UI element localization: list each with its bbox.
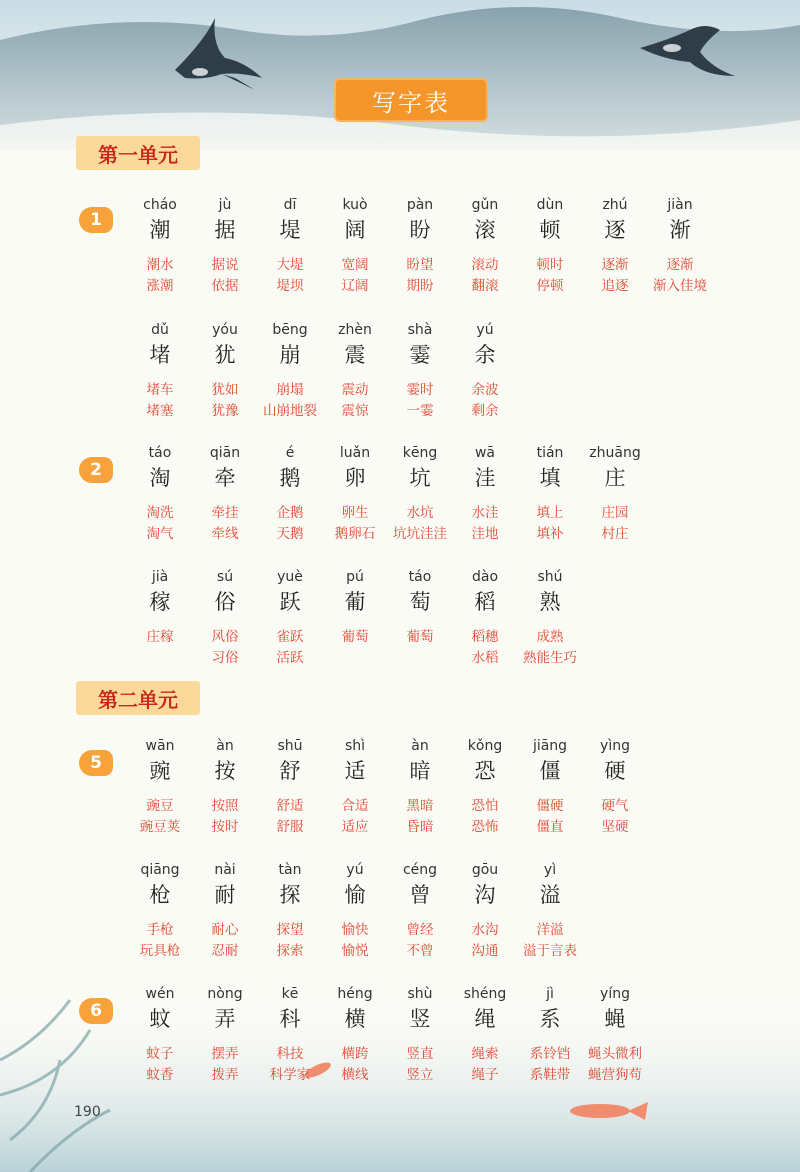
character-cell (124, 984, 196, 1034)
hanzi: 僵 (539, 759, 561, 783)
hanzi: 庄 (604, 466, 626, 490)
pinyin: yìng (600, 738, 630, 754)
hanzi: 滚 (474, 218, 496, 242)
character-cell (124, 320, 196, 370)
word-row (0, 920, 800, 964)
hanzi: 霎 (409, 343, 431, 367)
example-word: 探索 (276, 943, 304, 959)
example-word: 堤坝 (276, 278, 304, 294)
example-word: 堵塞 (146, 403, 174, 419)
example-word: 豌豆 (146, 798, 174, 814)
example-word: 鹅卵石 (334, 526, 376, 542)
character-cell (449, 736, 521, 786)
word-cell (504, 920, 596, 962)
hanzi: 恐 (474, 759, 496, 783)
pinyin: gōu (471, 862, 499, 878)
example-word: 填补 (536, 526, 564, 542)
hanzi: 沟 (474, 883, 496, 907)
character-cell (514, 860, 586, 910)
character-cell (124, 567, 196, 617)
example-word: 葡萄 (341, 629, 369, 645)
hanzi: 曾 (409, 883, 431, 907)
hanzi: 阔 (344, 218, 366, 242)
hanzi: 堤 (279, 218, 301, 242)
character-cell (254, 567, 326, 617)
hanzi: 余 (474, 343, 496, 367)
hanzi: 按 (214, 759, 236, 783)
example-word: 风俗 (211, 629, 239, 645)
hanzi: 枪 (149, 883, 171, 907)
character-cell (384, 567, 456, 617)
pinyin: tián (536, 445, 564, 461)
example-word: 昏暗 (406, 819, 434, 835)
example-word: 玩具枪 (139, 943, 181, 959)
example-word: 潮水 (146, 257, 174, 273)
example-word: 蚊子 (146, 1046, 174, 1062)
example-word: 拨弄 (211, 1067, 239, 1083)
word-row (0, 380, 800, 424)
hanzi: 犹 (214, 343, 236, 367)
character-cell (254, 320, 326, 370)
character-cell (514, 195, 586, 245)
word-row (0, 255, 800, 299)
character-cell (124, 860, 196, 910)
example-word: 适应 (341, 819, 369, 835)
example-word: 成熟 (536, 629, 564, 645)
pinyin: shū (277, 738, 303, 754)
lesson-badge-6: 6 (79, 998, 113, 1024)
pinyin: dùn (536, 197, 564, 213)
pinyin: yú (476, 322, 494, 338)
character-cell (189, 195, 261, 245)
pinyin: zhú (602, 197, 628, 213)
pinyin: nài (214, 862, 236, 878)
character-cell (449, 195, 521, 245)
character-cell (189, 860, 261, 910)
pinyin: shì (344, 738, 366, 754)
pinyin: yì (543, 862, 557, 878)
example-word: 科学家 (269, 1067, 311, 1083)
example-word: 大堤 (276, 257, 304, 273)
example-word: 蝇营狗苟 (588, 1067, 642, 1083)
hanzi: 葡 (344, 590, 366, 614)
character-cell (514, 984, 586, 1034)
word-cell (569, 503, 661, 545)
example-word: 追逐 (601, 278, 629, 294)
character-cell (124, 736, 196, 786)
example-word: 天鹅 (276, 526, 304, 542)
hanzi: 逐 (604, 218, 626, 242)
word-cell (439, 380, 531, 422)
character-cell (449, 567, 521, 617)
example-word: 淘气 (146, 526, 174, 542)
pinyin: pú (346, 569, 364, 585)
pinyin: shà (407, 322, 433, 338)
pinyin: dǔ (151, 322, 169, 338)
character-cell (319, 984, 391, 1034)
unit-tag-2: 第二单元 (76, 681, 200, 715)
pinyin: kēng (402, 445, 438, 461)
hanzi: 蚊 (149, 1007, 171, 1031)
hanzi: 科 (279, 1007, 301, 1031)
word-cell (569, 796, 661, 838)
example-word: 绳子 (471, 1067, 499, 1083)
example-word: 豌豆荚 (139, 819, 181, 835)
example-word: 犹如 (211, 382, 239, 398)
example-word: 绳索 (471, 1046, 499, 1062)
example-word: 水沟 (471, 922, 499, 938)
hanzi: 萄 (409, 590, 431, 614)
character-cell (449, 860, 521, 910)
character-row (0, 736, 800, 788)
hanzi: 探 (279, 883, 301, 907)
hanzi: 震 (344, 343, 366, 367)
example-word: 停顿 (536, 278, 564, 294)
character-cell (384, 320, 456, 370)
pinyin: yú (346, 862, 364, 878)
pinyin: céng (402, 862, 438, 878)
pinyin: gǔn (471, 197, 499, 213)
example-word: 洼地 (471, 526, 499, 542)
example-word: 一霎 (406, 403, 434, 419)
example-word: 竖立 (406, 1067, 434, 1083)
character-cell (189, 736, 261, 786)
pinyin: wā (474, 445, 496, 461)
hanzi: 坑 (409, 466, 431, 490)
example-word: 按照 (211, 798, 239, 814)
example-word: 淘洗 (146, 505, 174, 521)
character-row (0, 984, 800, 1036)
character-cell (254, 195, 326, 245)
hanzi: 堵 (149, 343, 171, 367)
character-cell (514, 443, 586, 493)
example-word: 崩塌 (276, 382, 304, 398)
character-cell (319, 860, 391, 910)
example-word: 填上 (536, 505, 564, 521)
example-word: 坚硬 (601, 819, 629, 835)
pinyin: kǒng (467, 738, 503, 754)
example-word: 牵线 (211, 526, 239, 542)
pinyin: wén (145, 986, 175, 1002)
character-cell (384, 195, 456, 245)
example-word: 横线 (341, 1067, 369, 1083)
example-word: 庄稼 (146, 629, 174, 645)
character-cell (644, 195, 716, 245)
character-cell (189, 443, 261, 493)
character-row (0, 320, 800, 372)
example-word: 村庄 (601, 526, 629, 542)
character-cell (579, 195, 651, 245)
example-word: 摆弄 (211, 1046, 239, 1062)
character-cell (189, 320, 261, 370)
example-word: 堵车 (146, 382, 174, 398)
pinyin: jiāng (532, 738, 568, 754)
character-cell (319, 320, 391, 370)
hanzi: 绳 (474, 1007, 496, 1031)
page-number: 190 (74, 1104, 101, 1120)
example-word: 逐渐 (601, 257, 629, 273)
example-word: 不曾 (406, 943, 434, 959)
example-word: 稻穗 (471, 629, 499, 645)
example-word: 顿时 (536, 257, 564, 273)
example-word: 翻滚 (471, 278, 499, 294)
pinyin: tàn (278, 862, 302, 878)
character-cell (319, 195, 391, 245)
character-cell (384, 984, 456, 1034)
example-word: 滚动 (471, 257, 499, 273)
character-cell (514, 567, 586, 617)
hanzi: 俗 (214, 590, 236, 614)
character-cell (319, 736, 391, 786)
example-word: 竖直 (406, 1046, 434, 1062)
pinyin: shú (537, 569, 563, 585)
example-word: 恐怕 (471, 798, 499, 814)
pinyin: zhuāng (589, 445, 641, 461)
pinyin: dī (283, 197, 297, 213)
example-word: 科技 (276, 1046, 304, 1062)
hanzi: 潮 (149, 218, 171, 242)
character-cell (449, 984, 521, 1034)
example-word: 僵硬 (536, 798, 564, 814)
pinyin: yíng (600, 986, 630, 1002)
example-word: 余波 (471, 382, 499, 398)
pinyin: shù (407, 986, 433, 1002)
example-word: 坑坑洼洼 (393, 526, 447, 542)
example-word: 愉快 (341, 922, 369, 938)
example-word: 习俗 (211, 650, 239, 666)
character-cell (254, 736, 326, 786)
character-cell (514, 736, 586, 786)
example-word: 耐心 (211, 922, 239, 938)
pinyin: jù (218, 197, 232, 213)
character-cell (449, 443, 521, 493)
example-word: 雀跃 (276, 629, 304, 645)
character-row (0, 195, 800, 247)
pinyin: wān (145, 738, 175, 754)
example-word: 僵直 (536, 819, 564, 835)
example-word: 剩余 (471, 403, 499, 419)
example-word: 蚊香 (146, 1067, 174, 1083)
example-word: 系铃铛 (529, 1046, 571, 1062)
example-word: 溢于言表 (523, 943, 577, 959)
example-word: 沟通 (471, 943, 499, 959)
character-cell (384, 860, 456, 910)
example-word: 活跃 (276, 650, 304, 666)
example-word: 涨潮 (146, 278, 174, 294)
hanzi: 卵 (344, 466, 366, 490)
character-row (0, 443, 800, 495)
example-word: 葡萄 (406, 629, 434, 645)
example-word: 水坑 (406, 505, 434, 521)
word-row (0, 503, 800, 547)
example-word: 合适 (341, 798, 369, 814)
hanzi: 稼 (149, 590, 171, 614)
example-word: 震惊 (341, 403, 369, 419)
example-word: 恐怖 (471, 819, 499, 835)
example-word: 黑暗 (406, 798, 434, 814)
hanzi: 溢 (539, 883, 561, 907)
pinyin: héng (337, 986, 373, 1002)
example-word: 舒适 (276, 798, 304, 814)
hanzi: 熟 (539, 590, 561, 614)
word-cell (569, 1044, 661, 1086)
hanzi: 舒 (279, 759, 301, 783)
character-cell (579, 736, 651, 786)
example-word: 牵挂 (211, 505, 239, 521)
character-cell (189, 984, 261, 1034)
example-word: 盼望 (406, 257, 434, 273)
example-word: 水洼 (471, 505, 499, 521)
pinyin: àn (411, 738, 429, 754)
pinyin: yóu (212, 322, 238, 338)
example-word: 探望 (276, 922, 304, 938)
pinyin: bēng (272, 322, 308, 338)
character-cell (124, 443, 196, 493)
character-cell (384, 443, 456, 493)
example-word: 硬气 (601, 798, 629, 814)
hanzi: 横 (344, 1007, 366, 1031)
character-cell (319, 443, 391, 493)
hanzi: 稻 (474, 590, 496, 614)
hanzi: 豌 (149, 759, 171, 783)
example-word: 逐渐 (666, 257, 694, 273)
pinyin: pàn (406, 197, 434, 213)
character-cell (579, 984, 651, 1034)
example-word: 渐入佳境 (653, 278, 707, 294)
example-word: 辽阔 (341, 278, 369, 294)
hanzi: 愉 (344, 883, 366, 907)
example-word: 洋溢 (536, 922, 564, 938)
hanzi: 鹅 (279, 466, 301, 490)
hanzi: 渐 (669, 218, 691, 242)
example-word: 舒服 (276, 819, 304, 835)
hanzi: 牵 (214, 466, 236, 490)
pinyin: jià (151, 569, 169, 585)
hanzi: 系 (539, 1007, 561, 1031)
word-row (0, 796, 800, 840)
hanzi: 竖 (409, 1007, 431, 1031)
character-cell (189, 567, 261, 617)
hanzi: 蝇 (604, 1007, 626, 1031)
character-cell (319, 567, 391, 617)
pinyin: jì (546, 986, 554, 1002)
pinyin: táo (148, 445, 172, 461)
pinyin: dào (471, 569, 499, 585)
hanzi: 暗 (409, 759, 431, 783)
lesson-badge-5: 5 (79, 750, 113, 776)
hanzi: 顿 (539, 218, 561, 242)
hanzi: 盼 (409, 218, 431, 242)
example-word: 依据 (211, 278, 239, 294)
example-word: 据说 (211, 257, 239, 273)
example-word: 愉悦 (341, 943, 369, 959)
hanzi: 据 (214, 218, 236, 242)
character-cell (579, 443, 651, 493)
example-word: 庄园 (601, 505, 629, 521)
pinyin: kuò (342, 197, 368, 213)
pinyin: sú (216, 569, 234, 585)
word-row (0, 1044, 800, 1088)
character-cell (124, 195, 196, 245)
example-word: 曾经 (406, 922, 434, 938)
example-word: 手枪 (146, 922, 174, 938)
pinyin: luǎn (339, 445, 371, 461)
lesson-badge-2: 2 (79, 457, 113, 483)
pinyin: é (285, 445, 295, 461)
character-cell (449, 320, 521, 370)
hanzi: 适 (344, 759, 366, 783)
character-cell (254, 443, 326, 493)
word-cell (504, 627, 596, 669)
example-word: 横跨 (341, 1046, 369, 1062)
pinyin: zhèn (338, 322, 372, 338)
example-word: 卵生 (341, 505, 369, 521)
pinyin: táo (408, 569, 432, 585)
hanzi: 耐 (214, 883, 236, 907)
hanzi: 洼 (474, 466, 496, 490)
example-word: 山崩地裂 (263, 403, 317, 419)
pinyin: àn (216, 738, 234, 754)
hanzi: 崩 (279, 343, 301, 367)
example-word: 霎时 (406, 382, 434, 398)
pinyin: shéng (463, 986, 507, 1002)
hanzi: 硬 (604, 759, 626, 783)
hanzi: 弄 (214, 1007, 236, 1031)
example-word: 震动 (341, 382, 369, 398)
hanzi: 跃 (279, 590, 301, 614)
word-row (0, 627, 800, 671)
unit-tag-1: 第一单元 (76, 136, 200, 170)
pinyin: qiāng (140, 862, 180, 878)
example-word: 熟能生巧 (523, 650, 577, 666)
example-word: 犹豫 (211, 403, 239, 419)
page-title: 写字表 (336, 80, 486, 120)
hanzi: 淘 (149, 466, 171, 490)
pinyin: kē (281, 986, 299, 1002)
character-row (0, 860, 800, 912)
example-word: 企鹅 (276, 505, 304, 521)
example-word: 按时 (211, 819, 239, 835)
character-cell (384, 736, 456, 786)
example-word: 期盼 (406, 278, 434, 294)
lesson-badge-1: 1 (79, 207, 113, 233)
example-word: 系鞋带 (529, 1067, 571, 1083)
word-cell (634, 255, 726, 297)
character-cell (254, 984, 326, 1034)
character-cell (254, 860, 326, 910)
pinyin: jiàn (667, 197, 693, 213)
example-word: 蝇头微利 (588, 1046, 642, 1062)
pinyin: cháo (143, 197, 177, 213)
pinyin: nòng (207, 986, 243, 1002)
pinyin: qiān (209, 445, 241, 461)
character-row (0, 567, 800, 619)
example-word: 忍耐 (211, 943, 239, 959)
pinyin: yuè (277, 569, 303, 585)
hanzi: 填 (539, 466, 561, 490)
example-word: 水稻 (471, 650, 499, 666)
example-word: 宽阔 (341, 257, 369, 273)
